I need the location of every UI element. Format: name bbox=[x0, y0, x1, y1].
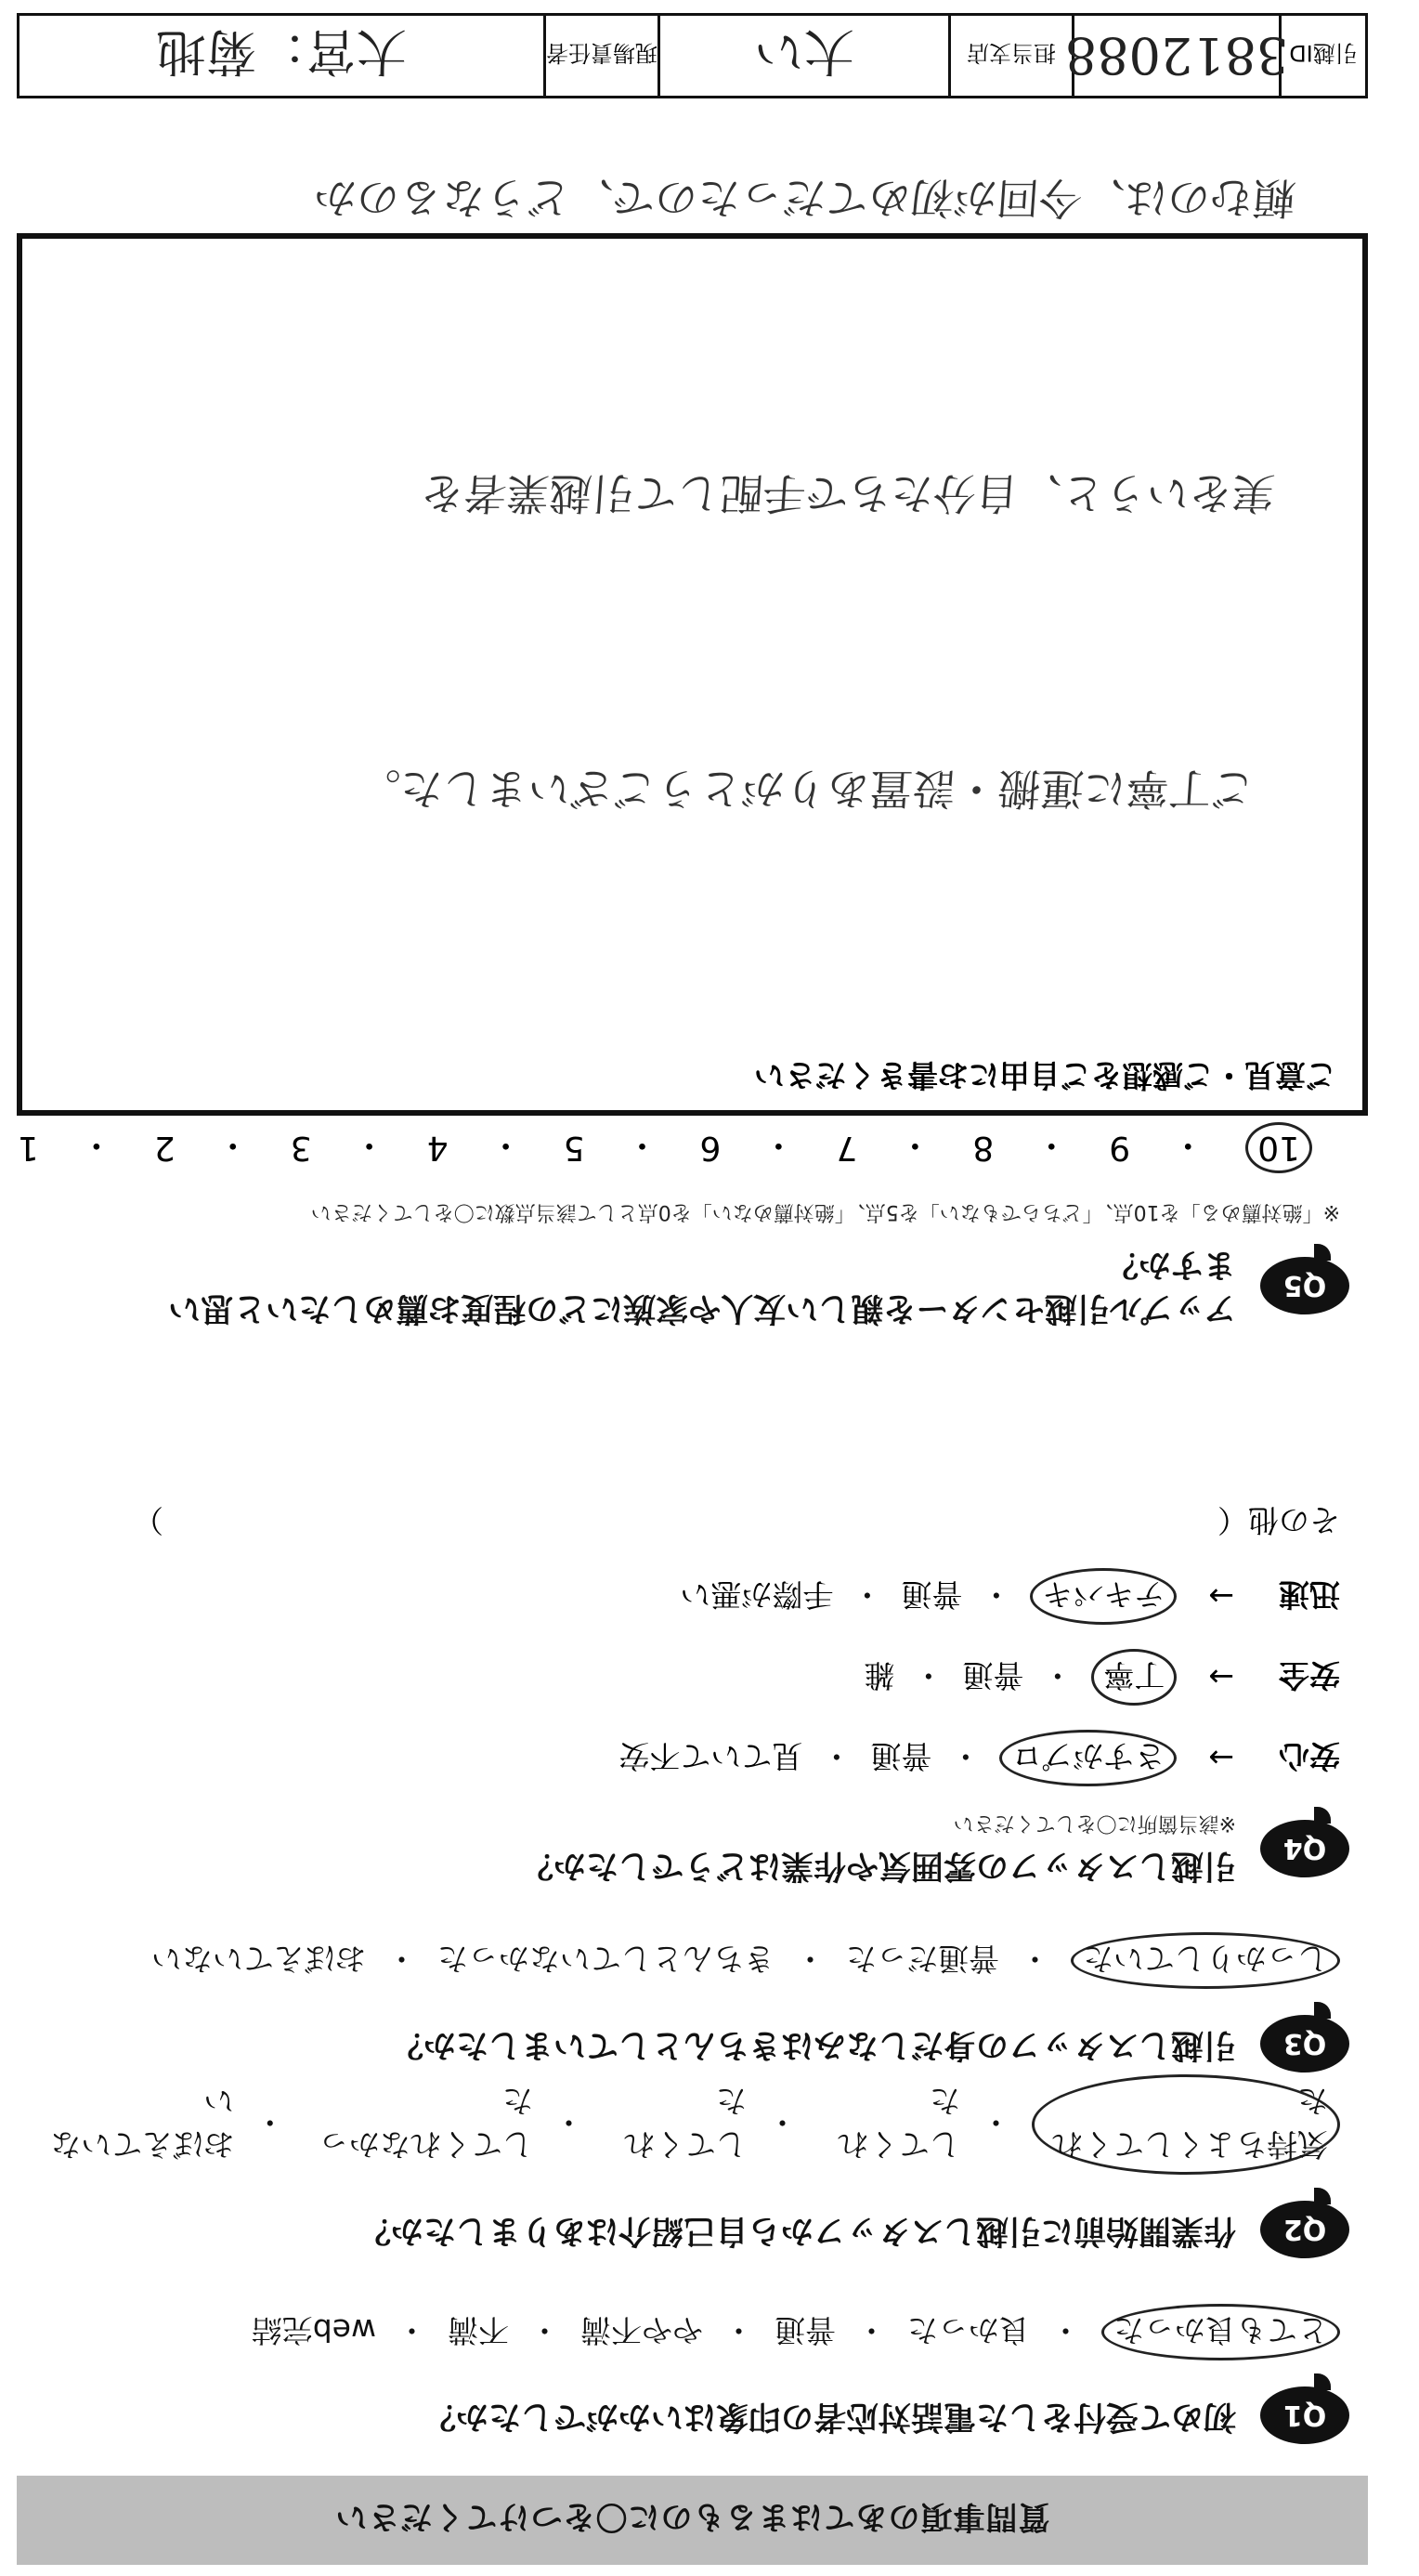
branch-label: 担当支店 bbox=[948, 16, 1072, 96]
q5-score-8[interactable]: 8 bbox=[972, 1129, 995, 1168]
q2-option-1[interactable]: 気持ちよくしてくれた bbox=[1032, 2074, 1340, 2175]
q2-badge: Q2 bbox=[1260, 2201, 1349, 2258]
leader-label: 現場責任者 bbox=[543, 16, 657, 96]
instructions-banner: 質問事項のあてはまるものに〇をつけてください bbox=[17, 2476, 1368, 2565]
q5-scale: 10 ・ 9 ・ 8 ・ 7 ・ 6 ・ 5 ・ 4 ・ 3 ・ 2 ・ 1 bbox=[35, 1123, 1312, 1174]
q4-option[interactable]: 雑 bbox=[864, 1656, 895, 1693]
q4-other-close: ） bbox=[133, 1501, 163, 1538]
q5-score-1[interactable]: 1 bbox=[17, 1129, 39, 1168]
q4-other bbox=[133, 1500, 1340, 1544]
q4-row-label: 安心 bbox=[1279, 1737, 1340, 1774]
question-3 bbox=[35, 1932, 1349, 2073]
q1-option-3[interactable]: 普通 bbox=[775, 2312, 836, 2348]
question-4 bbox=[35, 1500, 1349, 1887]
q4-row-anzen: 安全 → 丁寧 ・ 普通 ・ 雑 bbox=[35, 1649, 1340, 1706]
q5-badge: Q5 bbox=[1260, 1257, 1349, 1314]
q3-options: しっかりしていた ・ 普通だった ・ きちんとしていなかった ・ おぼえていない bbox=[35, 1932, 1340, 1989]
q1-badge: Q1 bbox=[1260, 2386, 1349, 2444]
q4-option[interactable]: 手際が悪い bbox=[680, 1576, 834, 1613]
comment-title: ご意見・ご感想をご自由にお書きください bbox=[754, 1057, 1336, 1093]
q4-option[interactable]: 普通 bbox=[870, 1737, 932, 1774]
q4-row-anshin: 安心 → さすがプロ ・ 普通 ・ 見ていて不安 bbox=[35, 1730, 1340, 1786]
q1-option-2[interactable]: 良かった bbox=[907, 2312, 1030, 2348]
q5-note: ※「絶対薦める」を10点、「どちらでもない」を5点、「絶対薦めない」を0点として該当点数に〇をしてください bbox=[310, 1200, 1340, 1224]
id-label: 引越ID bbox=[1279, 16, 1365, 96]
q4-row-jinsoku: 迅速 → テキパキ ・ 普通 ・ 手際が悪い bbox=[35, 1568, 1340, 1625]
q2-text: 作業開始前に引越しスタッフから自己紹介はありましたか？ bbox=[358, 2211, 1236, 2249]
q1-text: 初めて受付をした電話対応者の印象はいかがでしたか？ bbox=[423, 2397, 1236, 2435]
q5-score-2[interactable]: 2 bbox=[153, 1129, 176, 1168]
info-table bbox=[17, 13, 1368, 98]
q4-option[interactable]: 見ていて不安 bbox=[618, 1737, 803, 1774]
comment-line: ご丁寧に運搬・設置ありがとうございました。 bbox=[355, 764, 1256, 814]
q2-option-5[interactable]: おぼえていない bbox=[50, 2083, 235, 2163]
q5-text: アップル引越センターを親しい友人や家族にどの程度お薦めしたいと思いますか？ bbox=[168, 1245, 1236, 1327]
question-1 bbox=[35, 2304, 1349, 2444]
q4-option[interactable]: 普通 bbox=[901, 1576, 963, 1613]
q4-text: 引越しスタッフの雰囲気や作業はどうでしたか？ bbox=[520, 1847, 1236, 1884]
q1-options: とても良かった ・ 良かった ・ 普通 ・ やや不満 ・ 不満 ・ web完結 bbox=[35, 2304, 1340, 2360]
q4-option[interactable]: 丁寧 bbox=[1091, 1649, 1177, 1706]
comment-box[interactable] bbox=[17, 173, 1368, 1116]
q4-note: ※該当箇所に〇をしてください bbox=[953, 1811, 1236, 1835]
q4-badge: Q4 bbox=[1260, 1820, 1349, 1877]
q5-score-6[interactable]: 6 bbox=[699, 1129, 722, 1168]
question-2 bbox=[35, 2074, 1349, 2258]
q3-option-3[interactable]: きちんとしていなかった bbox=[437, 1941, 775, 1977]
q1-option-6[interactable]: web完結 bbox=[251, 2312, 376, 2348]
q3-text: 引越しスタッフの身だしなみはきちんとしていましたか？ bbox=[390, 2025, 1236, 2063]
leader-value: 大宮：菊地 bbox=[156, 22, 407, 82]
q4-option[interactable]: さすがプロ bbox=[999, 1730, 1177, 1786]
q5-score-5[interactable]: 5 bbox=[563, 1129, 585, 1168]
q4-option[interactable]: テキパキ bbox=[1030, 1568, 1177, 1625]
survey-frame bbox=[17, 0, 1368, 2565]
q1-option-1[interactable]: とても良かった bbox=[1101, 2304, 1340, 2360]
q2-option-3[interactable]: してくれた bbox=[624, 2083, 747, 2163]
q1-option-5[interactable]: 不満 bbox=[448, 2312, 509, 2348]
q4-row-label: 安全 bbox=[1279, 1656, 1340, 1693]
q3-option-4[interactable]: おぼえていない bbox=[151, 1941, 366, 1977]
comment-line: 頼むのは、今回が初めてだったので、どうなるのか bbox=[312, 173, 1298, 223]
question-5 bbox=[17, 1123, 1349, 1330]
q5-score-9[interactable]: 9 bbox=[1109, 1129, 1131, 1168]
q5-score-4[interactable]: 4 bbox=[426, 1129, 449, 1168]
branch-value: 大い bbox=[657, 16, 948, 96]
q5-score-3[interactable]: 3 bbox=[290, 1129, 312, 1168]
q5-score-7[interactable]: 7 bbox=[836, 1129, 858, 1168]
q5-score-10[interactable]: 10 bbox=[1245, 1123, 1312, 1174]
handwritten-comment bbox=[0, 0, 1419, 1044]
id-value: 3812088 bbox=[1072, 16, 1279, 96]
comment-line: 実をいうと、自分たちで手配して引越業者を bbox=[419, 468, 1277, 518]
q3-option-1[interactable]: しっかりしていた bbox=[1071, 1932, 1340, 1989]
q4-row-label: 迅速 bbox=[1279, 1576, 1340, 1613]
q2-option-2[interactable]: してくれた bbox=[838, 2083, 960, 2163]
q3-option-2[interactable]: 普通だった bbox=[846, 1941, 999, 1977]
q2-option-4[interactable]: してくれなかった bbox=[319, 2083, 533, 2163]
q4-option[interactable]: 普通 bbox=[962, 1656, 1024, 1693]
q1-option-4[interactable]: やや不満 bbox=[580, 2312, 703, 2348]
q4-other-label: その他（ bbox=[1217, 1501, 1340, 1538]
q3-badge: Q3 bbox=[1260, 2015, 1349, 2073]
q2-options: 気持ちよくしてくれた ・ してくれた ・ してくれた ・ してくれなかった ・ おぼえていない bbox=[35, 2074, 1340, 2175]
